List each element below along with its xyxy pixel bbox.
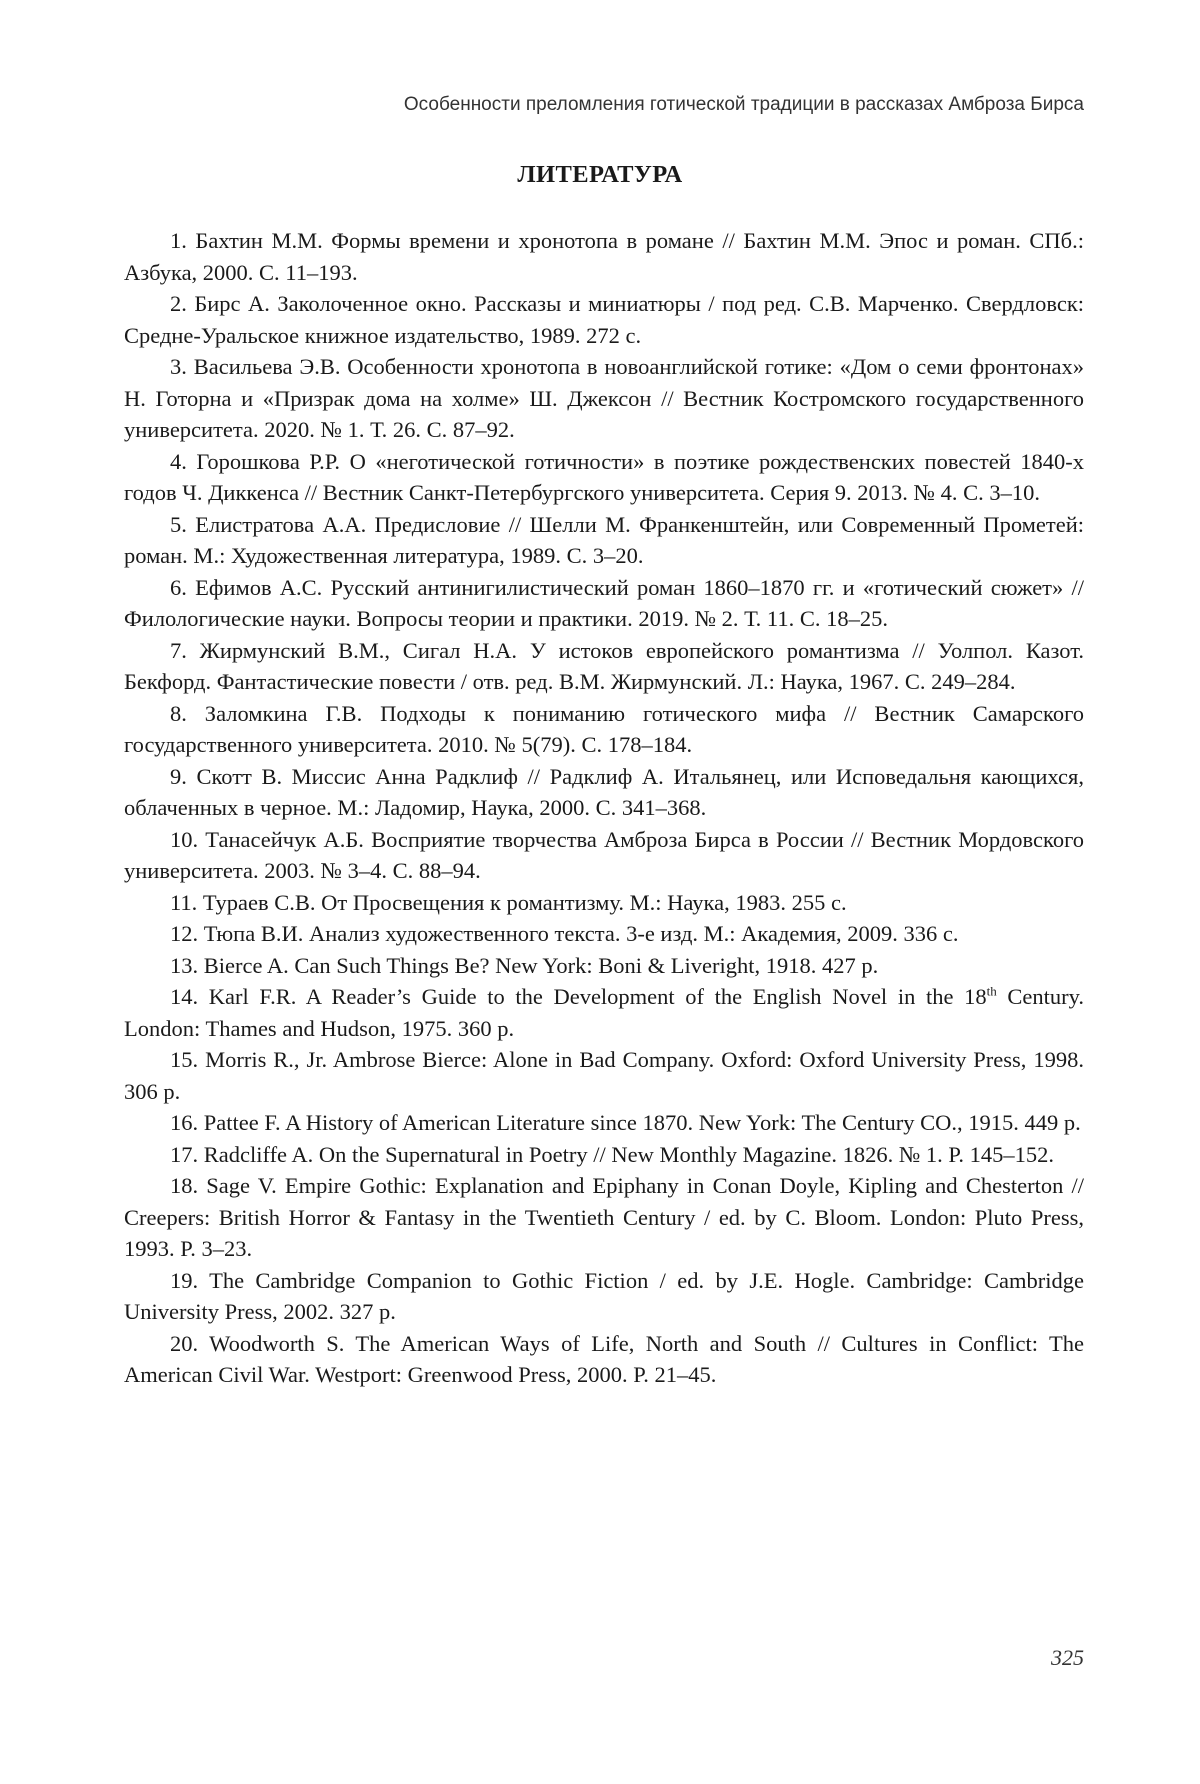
reference-item: 4. Горошкова Р.Р. О «неготической готичности» в поэтике рождественских повестей 1840-х годов Ч. Диккенса // Вестник Санкт-Петербургского университета. Серия 9. 2013. № 4. С. 3–10. bbox=[124, 448, 1084, 505]
reference-text: Century. London: Thames and Hudson, 1975. 360 p. bbox=[124, 984, 1084, 1041]
reference-item: 11. Тураев С.В. От Просвещения к романтизму. М.: Наука, 1983. 255 с. bbox=[170, 889, 847, 915]
reference-item: 3. Васильева Э.В. Особенности хронотопа в новоанглийской готике: «Дом о семи фронтонах» Н. Готорна и «Призрак дома на холме» Ш. Джексон // Вестник Костромского государственного университета. 2020. № 1. Т. 26. С. 87–92. bbox=[124, 354, 1084, 442]
reference-item: 1. Бахтин М.М. Формы времени и хронотопа в романе // Бахтин М.М. Эпос и роман. СПб.: Азбука, 2000. С. 11–193. bbox=[124, 228, 1084, 285]
reference-item: 12. Тюпа В.И. Анализ художественного текста. 3-е изд. М.: Академия, 2009. 336 с. bbox=[170, 921, 959, 946]
reference-item: 9. Скотт В. Миссис Анна Радклиф // Радклиф А. Итальянец, или Исповедальня кающихся, облаченных в черное. М.: Ладомир, Наука, 2000. С. 341–368. bbox=[124, 763, 1084, 820]
page-number: 325 bbox=[1051, 1645, 1084, 1670]
reference-item: 17. Radcliffe A. On the Supernatural in Poetry // New Monthly Magazine. 1826. № 1. P. 145–152. bbox=[170, 1141, 1055, 1167]
reference-item: 10. Танасейчук А.Б. Восприятие творчества Амброза Бирса в России // Вестник Мордовского университета. 2003. № 3–4. С. 88–94. bbox=[124, 826, 1084, 883]
reference-item: 8. Заломкина Г.В. Подходы к пониманию готического мифа // Вестник Самарского государственного университета. 2010. № 5(79). С. 178–184. bbox=[124, 700, 1084, 757]
reference-item: 6. Ефимов А.С. Русский антинигилистический роман 1860–1870 гг. и «готический сюжет» // Филологические науки. Вопросы теории и практики. 2019. № 2. Т. 11. С. 18–25. bbox=[124, 574, 1084, 631]
ordinal-suffix: th bbox=[986, 983, 997, 999]
reference-item: 15. Morris R., Jr. Ambrose Bierce: Alone in Bad Company. Oxford: Oxford University Press, 1998. 306 p. bbox=[124, 1047, 1084, 1104]
reference-item: 13. Bierce A. Can Such Things Be? New York: Boni & Liveright, 1918. 427 p. bbox=[170, 952, 879, 978]
reference-item: 7. Жирмунский В.М., Сигал Н.А. У истоков европейского романтизма // Уолпол. Казот. Бекфорд. Фантастические повести / отв. ред. В.М. Жирмунский. Л.: Наука, 1967. С. 249–284. bbox=[124, 637, 1084, 694]
reference-item: 18. Sage V. Empire Gothic: Explanation and Epiphany in Conan Doyle, Kipling and Chesterton // Creepers: British Horror & Fantasy in the Twentieth Century / ed. by C. Bloom. London: Pluto Press, 1993. P. 3–23. bbox=[124, 1173, 1084, 1261]
section-title: ЛИТЕРАТУРА bbox=[517, 161, 683, 188]
reference-item bbox=[124, 981, 1084, 1044]
reference-item: 16. Pattee F. A History of American Literature since 1870. New York: The Century CO., 1915. 449 p. bbox=[170, 1110, 1081, 1135]
reference-text: 14. Karl F.R. A Reader’s Guide to the Development of the English Novel in the 18 bbox=[170, 984, 987, 1009]
reference-item: 5. Елистратова А.А. Предисловие // Шелли М. Франкенштейн, или Современный Прометей: роман. М.: Художественная литература, 1989. С. 3–20. bbox=[124, 511, 1084, 568]
reference-item: 20. Woodworth S. The American Ways of Life, North and South // Cultures in Conflict: The American Civil War. Westport: Greenwood Press, 2000. P. 21–45. bbox=[124, 1330, 1084, 1387]
reference-item: 19. The Cambridge Companion to Gothic Fiction / ed. by J.E. Hogle. Cambridge: Cambridge University Press, 2002. 327 p. bbox=[124, 1267, 1084, 1324]
reference-list bbox=[124, 225, 1084, 1391]
running-header: Особенности преломления готической традиции в рассказах Амброза Бирса bbox=[403, 94, 1084, 115]
reference-item: 2. Бирс А. Заколоченное окно. Рассказы и миниатюры / под ред. С.В. Марченко. Свердловск: Средне-Уральское книжное издательство, 1989. 272 с. bbox=[124, 291, 1084, 348]
